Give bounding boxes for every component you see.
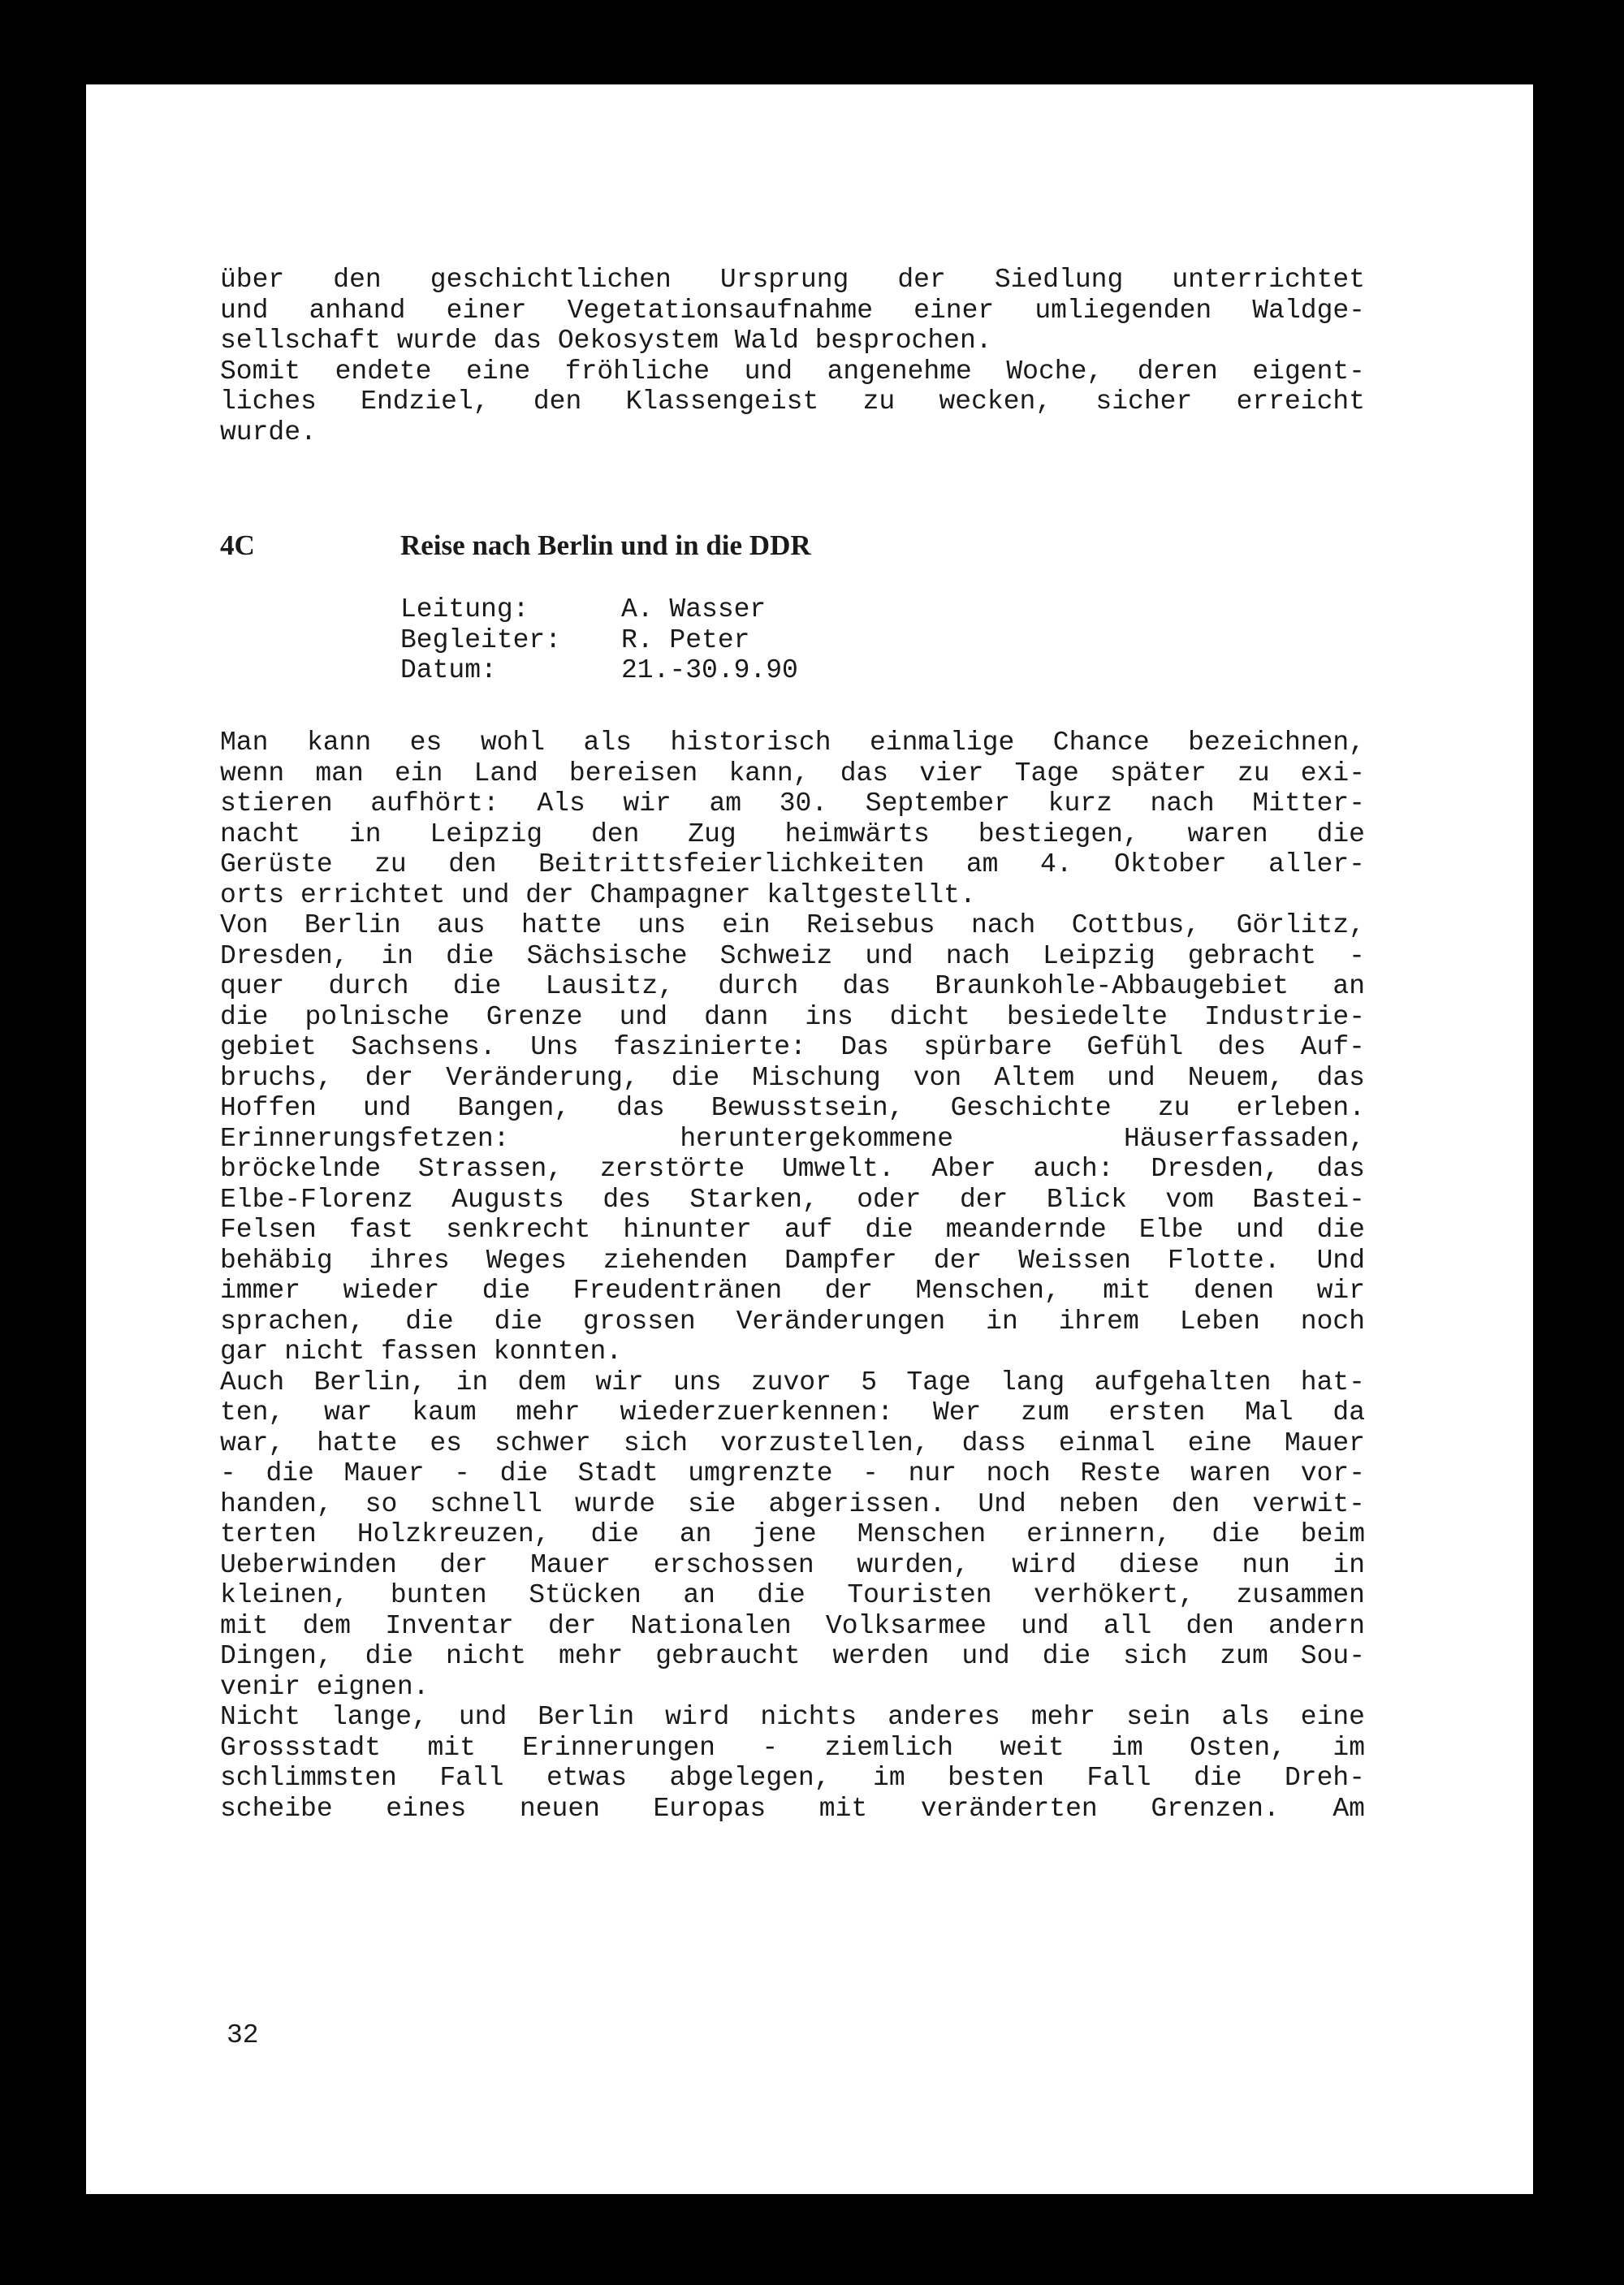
body-line: bruchs, der Veränderung, die Mischung von Altem und Neuem, das [220, 1062, 1365, 1093]
body-line: wenn man ein Land bereisen kann, das vier Tage später zu exi- [220, 758, 1365, 788]
document-page [86, 84, 1533, 2194]
body-line: bröckelnde Strassen, zerstörte Umwelt. Aber auch: Dresden, das [220, 1154, 1365, 1184]
body-line: Grossstadt mit Erinnerungen - ziemlich weit im Osten, im [220, 1732, 1365, 1763]
detail-value: A. Wasser [621, 594, 767, 624]
body-line: nacht in Leipzig den Zug heimwärts bestiegen, waren die [220, 819, 1365, 849]
body-line: Ueberwinden der Mauer erschossen wurden, wird diese nun in [220, 1549, 1365, 1580]
detail-label: Leitung: [400, 594, 529, 624]
body-line: die polnische Grenze und dann ins dicht besiedelte Industrie- [220, 1001, 1365, 1032]
body-line: Erinnerungsfetzen: heruntergekommene Häuserfassaden, [220, 1123, 1365, 1154]
detail-value: R. Peter [621, 624, 750, 655]
body-line: Auch Berlin, in dem wir uns zuvor 5 Tage lang aufgehalten hat- [220, 1367, 1365, 1397]
trip-detail-row [400, 655, 798, 686]
intro-line: liches Endziel, den Klassengeist zu wecken, sicher erreicht [220, 387, 1365, 417]
detail-value: 21.-30.9.90 [621, 655, 798, 685]
body-line: war, hatte es schwer sich vorzustellen, dass einmal eine Mauer [220, 1428, 1365, 1458]
body-line: gar nicht fassen konnten. [220, 1337, 623, 1367]
body-line: gebiet Sachsens. Uns faszinierte: Das spürbare Gefühl des Auf- [220, 1032, 1365, 1062]
body-text [220, 728, 1365, 1824]
body-line: ten, war kaum mehr wiederzuerkennen: Wer zum ersten Mal da [220, 1397, 1365, 1428]
trip-detail-row [400, 594, 798, 625]
trip-detail-row [400, 625, 798, 656]
body-line: orts errichtet und der Champagner kaltgestellt. [220, 879, 976, 910]
body-line: scheibe eines neuen Europas mit veränderten Grenzen. Am [220, 1793, 1365, 1824]
section-number: 4C [220, 529, 255, 561]
body-line: kleinen, bunten Stücken an die Touristen verhökert, zusammen [220, 1580, 1365, 1610]
body-line: quer durch die Lausitz, durch das Braunkohle-Abbaugebiet an [220, 971, 1365, 1001]
intro-line: Somit endete eine fröhliche und angenehme Woche, deren eigent- [220, 356, 1365, 387]
page-number: 32 [227, 2020, 259, 2050]
intro-paragraph [220, 265, 1365, 447]
body-line: schlimmsten Fall etwas abgelegen, im besten Fall die Dreh- [220, 1763, 1365, 1793]
body-line: mit dem Inventar der Nationalen Volksarmee und all den andern [220, 1610, 1365, 1641]
body-line: terten Holzkreuzen, die an jene Menschen erinnern, die beim [220, 1519, 1365, 1549]
intro-line: über den geschichtlichen Ursprung der Siedlung unterrichtet [220, 265, 1365, 295]
detail-label: Datum: [400, 655, 497, 685]
trip-details [400, 594, 798, 686]
body-line: Dresden, in die Sächsische Schweiz und nach Leipzig gebracht - [220, 940, 1365, 971]
body-line: Hoffen und Bangen, das Bewusstsein, Geschichte zu erleben. [220, 1093, 1365, 1123]
intro-line: und anhand einer Vegetationsaufnahme einer umliegenden Waldge- [220, 295, 1365, 326]
body-line: Von Berlin aus hatte uns ein Reisebus nach Cottbus, Görlitz, [220, 910, 1365, 940]
body-line: Man kann es wohl als historisch einmalige Chance bezeichnen, [220, 728, 1365, 758]
body-line: immer wieder die Freudentränen der Menschen, mit denen wir [220, 1276, 1365, 1306]
body-line: stieren aufhört: Als wir am 30. September kurz nach Mitter- [220, 788, 1365, 819]
intro-line: sellschaft wurde das Oekosystem Wald besprochen. [220, 326, 992, 356]
body-line: Elbe-Florenz Augusts des Starken, oder der Blick vom Bastei- [220, 1184, 1365, 1215]
body-line: handen, so schnell wurde sie abgerissen. Und neben den verwit- [220, 1488, 1365, 1519]
body-line: sprachen, die die grossen Veränderungen in ihrem Leben noch [220, 1306, 1365, 1337]
detail-label: Begleiter: [400, 624, 562, 655]
body-line: Dingen, die nicht mehr gebraucht werden und die sich zum Sou- [220, 1641, 1365, 1671]
body-line: Nicht lange, und Berlin wird nichts anderes mehr sein als eine [220, 1702, 1365, 1732]
intro-line: wurde. [220, 417, 317, 447]
body-line: venir eignen. [220, 1671, 430, 1702]
body-line: behäbig ihres Weges ziehenden Dampfer der Weissen Flotte. Und [220, 1245, 1365, 1276]
section-title: Reise nach Berlin und in die DDR [400, 529, 811, 561]
body-line: Gerüste zu den Beitrittsfeierlichkeiten am 4. Oktober aller- [220, 849, 1365, 879]
body-line: Felsen fast senkrecht hinunter auf die meandernde Elbe und die [220, 1215, 1365, 1245]
body-line: - die Mauer - die Stadt umgrenzte - nur noch Reste waren vor- [220, 1458, 1365, 1488]
